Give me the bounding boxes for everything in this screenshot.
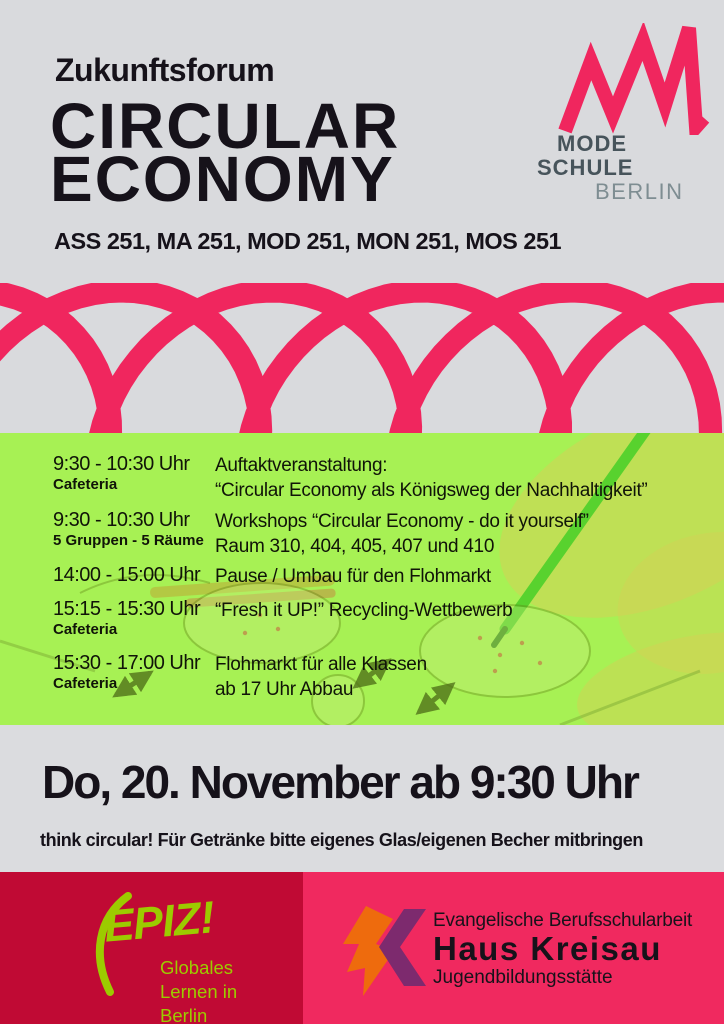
haus-kreisau-text — [433, 910, 692, 988]
title-line-1: CIRCULAR — [50, 90, 401, 162]
m-ribbon-icon — [557, 23, 713, 135]
logo-text-schule: SCHULE — [537, 155, 634, 180]
schedule-row — [53, 598, 708, 639]
desc-cell — [215, 509, 708, 559]
epiz-tagline — [160, 956, 237, 1024]
desc-cell — [215, 453, 708, 503]
kreisau-line-2: Haus Kreisau — [433, 930, 662, 967]
schedule-row — [53, 509, 708, 559]
epiz-tagline-line: Berlin — [160, 1005, 208, 1024]
desc-line: “Fresh it UP!” Recycling-Wettbewerb — [215, 600, 513, 621]
time-label: 14:00 - 15:00 Uhr — [53, 564, 201, 586]
epiz-tagline-line: Globales — [160, 957, 234, 978]
desc-line: Pause / Umbau für den Flohmarkt — [215, 566, 491, 587]
schedule-row — [53, 564, 708, 589]
location-label: Cafeteria — [53, 621, 118, 638]
time-cell — [53, 453, 215, 503]
time-label: 15:15 - 15:30 Uhr — [53, 598, 201, 620]
location-label: Cafeteria — [53, 476, 118, 493]
event-date: Do, 20. November ab 9:30 Uhr — [42, 756, 638, 808]
time-label: 9:30 - 10:30 Uhr — [53, 509, 190, 531]
time-label: 15:30 - 17:00 Uhr — [53, 652, 201, 674]
desc-line: ab 17 Uhr Abbau — [215, 679, 354, 700]
schedule-row — [53, 652, 708, 702]
logo-text-berlin: BERLIN — [595, 179, 684, 204]
page-title — [50, 90, 401, 215]
modeschule-logo — [537, 23, 717, 203]
pink-scribble-graphic — [0, 283, 724, 433]
desc-line: Raum 310, 404, 405, 407 und 410 — [215, 536, 495, 557]
desc-line: Auftaktveranstaltung: — [215, 455, 388, 476]
desc-line: “Circular Economy als Königsweg der Nachhaltigkeit” — [215, 480, 648, 501]
epiz-logo-block — [0, 872, 303, 1024]
epiz-wordmark: EPIZ! — [101, 891, 216, 952]
location-label: 5 Gruppen - 5 Räume — [53, 532, 204, 549]
kreisau-line-1: Evangelische Berufsschularbeit — [433, 910, 693, 931]
time-cell — [53, 509, 215, 559]
schedule-row — [53, 453, 708, 503]
time-cell — [53, 652, 215, 702]
haus-kreisau-logo-block — [303, 872, 724, 1024]
desc-cell — [215, 598, 708, 639]
location-label: Cafeteria — [53, 675, 118, 692]
desc-line: Workshops “Circular Economy - do it yourself” — [215, 511, 589, 532]
bring-your-own-cup-note: think circular! Für Getränke bitte eigenes Glas/eigenen Becher mitbringen — [40, 830, 643, 850]
date-band — [0, 725, 724, 872]
title-line-2: ECONOMY — [50, 143, 395, 215]
desc-line: Flohmarkt für alle Klassen — [215, 654, 427, 675]
epiz-tagline-line: Lernen in — [160, 981, 238, 1002]
time-label: 9:30 - 10:30 Uhr — [53, 453, 190, 475]
logo-text-mode: MODE — [557, 131, 627, 156]
desc-cell — [215, 652, 708, 702]
time-cell — [53, 564, 215, 589]
schedule-band — [0, 433, 724, 725]
desc-cell — [215, 564, 708, 589]
kreisau-line-3: Jugendbildungsstätte — [433, 967, 613, 988]
time-cell — [53, 598, 215, 639]
kicker: Zukunftsforum — [55, 52, 275, 88]
class-codes: ASS 251, MA 251, MOD 251, MON 251, MOS 251 — [54, 228, 562, 254]
footer — [0, 872, 724, 1024]
